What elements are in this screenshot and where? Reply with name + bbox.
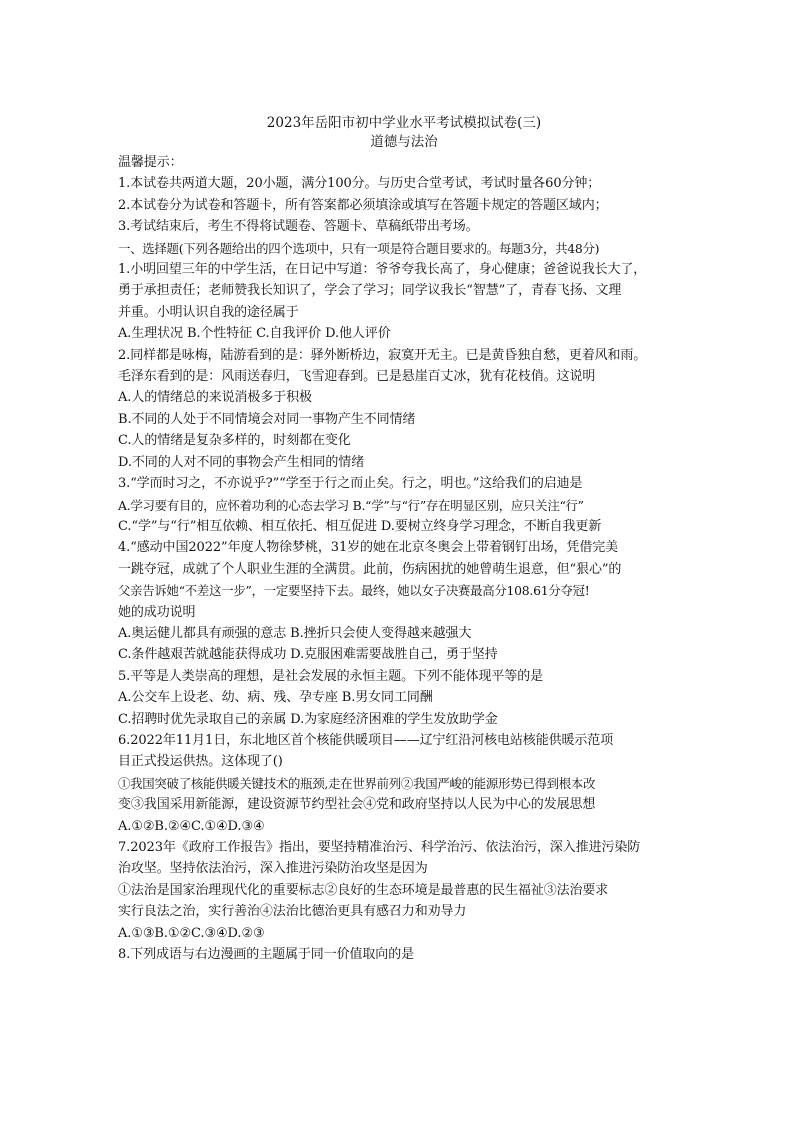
notice-heading: 温馨提示： xyxy=(118,155,183,170)
exam-page xyxy=(118,114,680,965)
question-2-option: B.不同的人处于不同情境会对同一事物产生不同情绪 xyxy=(118,411,416,427)
notice-item: 2.本试卷分为试卷和答题卡，所有答案都必须填涂或填写在答题卡规定的答题区域内； xyxy=(118,197,608,213)
question-2-option: D.不同的人对不同的事物会产生相同的情绪 xyxy=(118,454,365,470)
question-2-stem: 毛泽东看到的是：风雨送春归，飞雪迎春到。已是悬崖百丈冰，犹有花枝俏。这说明 xyxy=(118,369,596,385)
question-2-option: C.人的情绪是复杂多样的，时刻都在变化 xyxy=(118,433,351,449)
question-1-stem: 并重。小明认识自我的途径属于 xyxy=(118,304,299,320)
question-5-option: A.公交车上设老、幼、病、残、孕专座 B.男女同工同酬 xyxy=(118,690,433,706)
question-6-options: A.①②B.②④C.①④D.③④ xyxy=(118,818,265,834)
question-4-option: A.奥运健儿都具有顽强的意志 B.挫折只会使人变得越来越强大 xyxy=(118,625,472,641)
question-8-stem: 8.下列成语与右边漫画的主题属于同一价值取向的是 xyxy=(118,947,415,963)
notice-item: 1.本试卷共两道大题，20小题，满分100分。与历史合堂考试，考试时量各60分钟； xyxy=(118,176,601,192)
notice-item: 3.考试结束后，考生不得将试题卷、答题卡、草稿纸带出考场。 xyxy=(118,219,479,235)
question-3-option: A.学习要有目的，应怀着功利的心态去学习 B.“学”与“行”存在明显区别，应只关注“行” xyxy=(118,497,584,513)
question-7-statements: ①法治是国家治理现代化的重要标志②良好的生态环境是最普惠的民生福祉③法治要求 xyxy=(118,882,609,898)
question-4-stem: 父亲告诉她“不差这一步”，一定要坚持下去。最终，她以女子决赛最高分108.61分夺冠! xyxy=(118,583,590,599)
question-7-options: A.①③B.①②C.③④D.②③ xyxy=(118,925,265,941)
question-2-stem: 2.同样都是咏梅，陆游看到的是：驿外断桥边，寂寞开无主。已是黄昏独自愁，更着风和雨。 xyxy=(118,347,647,363)
question-4-stem: 她的成功说明 xyxy=(118,604,196,620)
question-6-statements: 变③我国采用新能源，建设资源节约型社会④党和政府坚持以人民为中心的发展思想 xyxy=(118,797,596,813)
question-5-stem: 5.平等是人类崇高的理想，是社会发展的永恒主题。下列不能体现平等的是 xyxy=(118,668,544,684)
question-5-option: C.招聘时优先录取自己的亲属 D.为家庭经济困难的学生发放助学金 xyxy=(118,711,498,727)
question-2-option: A.人的情绪总的来说消极多于积极 xyxy=(118,390,312,406)
exam-subject: 道德与法治 xyxy=(370,134,438,150)
section-heading: 一、选择题(下列各题给出的四个选项中，只有一项是符合题目要求的。每题3分，共48分) xyxy=(118,240,600,256)
question-1-stem: 1.小明回望三年的中学生活，在日记中写道：爷爷夸我长高了，身心健康；爸爸说我长大了， xyxy=(118,262,647,278)
question-4-option: C.条件越艰苦就越能获得成功 D.克服困难需要战胜自己，勇于坚持 xyxy=(118,647,498,663)
question-6-statements: ①我国突破了核能供暖关键技术的瓶颈,走在世界前列②我国严峻的能源形势已得到根本改 xyxy=(118,775,596,791)
question-1-options: A.生理状况 B.个性特征 C.自我评价 D.他人评价 xyxy=(118,326,391,342)
question-7-stem: 7.2023年《政府工作报告》指出，要坚持精准治污、科学治污、依法治污，深入推进污染防 xyxy=(118,840,641,855)
question-1-stem: 勇于承担责任；老师赞我长知识了，学会了学习；同学议我长“智慧”了，青春飞扬、文理 xyxy=(118,283,622,299)
question-4-stem: 4.“感动中国2022”年度人物徐梦桃，31岁的她在北京冬奥会上带着钢钉出场，凭借完美 xyxy=(118,540,619,556)
question-3-stem: 3.“学而时习之，不亦说乎?”“学至于行之而止矣。行之，明也。”这给我们的启迪是 xyxy=(118,476,583,492)
question-6-stem: 目正式投运供热。这体现了() xyxy=(118,754,283,770)
question-4-stem: 一跳夺冠，成就了个人职业生涯的全满贯。此前，伤病困扰的她曾萌生退意，但“狠心”的 xyxy=(118,561,622,577)
question-7-statements: 实行良法之治，实行善治④法治比德治更具有感召力和劝导力 xyxy=(118,904,467,920)
question-7-stem: 治攻坚。坚持依法治污，深入推进污染防治攻坚是因为 xyxy=(118,861,428,877)
question-3-option: C.“学”与“行”相互依赖、相互依托、相互促进 D.要树立终身学习理念，不断自我更新 xyxy=(118,518,602,534)
question-6-stem: 6.2022年11月1日，东北地区首个核能供暖项目——辽宁红沿河核电站核能供暖示范项 xyxy=(118,732,614,748)
exam-title: 2023年岳阳市初中学业水平考试模拟试卷(三) xyxy=(266,115,542,131)
